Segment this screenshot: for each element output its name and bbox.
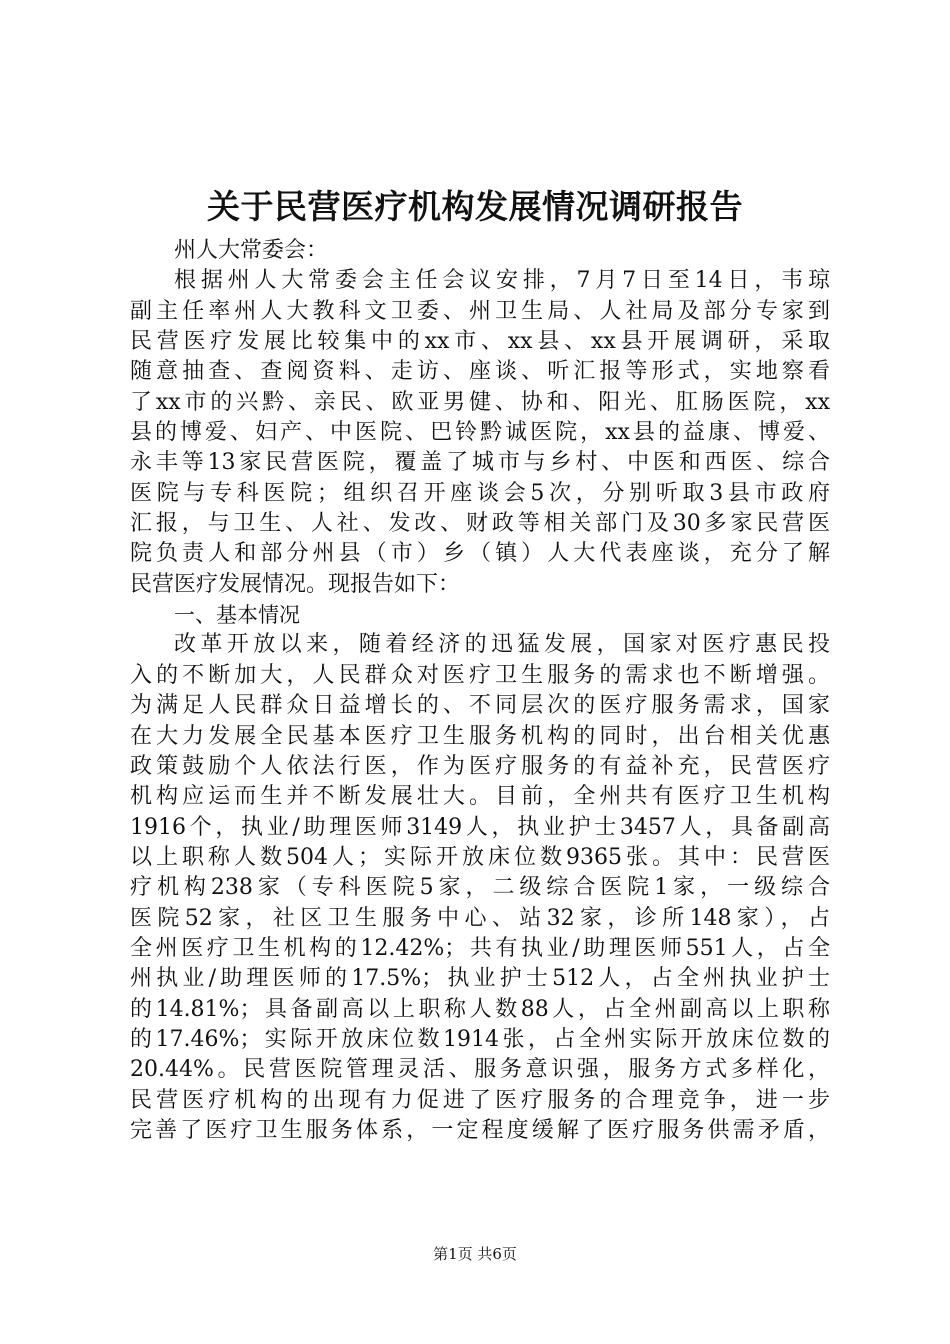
document-title: 关于民营医疗机构发展情况调研报告 [207,187,743,226]
paragraph-line: 机构应运而生并不断发展壮大。目前，全州共有医疗卫生机构 [130,784,830,810]
paragraph-line: 副主任率州人大教科文卫委、州卫生局、人社局及部分专家到 [130,298,830,324]
paragraph-line: 医院52家，社区卫生服务中心、站32家，诊所148家），占 [130,905,830,931]
paragraph-line: 的17.46%；实际开放床位数1914张，占全州实际开放床位数的 [130,1026,830,1052]
paragraph-line: 疗机构238家（专科医院5家，二级综合医院1家，一级综合 [130,875,830,901]
paragraph-line: 全州医疗卫生机构的12.42%；共有执业/助理医师551人，占全 [130,935,830,961]
paragraph-line: 入的不断加大，人民群众对医疗卫生服务的需求也不断增强。 [130,662,830,688]
paragraph-line: 民营医疗发展情况。现报告如下： [130,571,461,597]
paragraph-line: 在大力发展全民基本医疗卫生服务机构的同时，出台相关优惠 [130,723,830,749]
paragraph-line: 根据州人大常委会主任会议安排，7月7日至14日，韦琼 [174,268,830,294]
paragraph-line: 20.44%。民营医院管理灵活、服务意识强，服务方式多样化， [130,1057,830,1083]
paragraph-line: 为满足人民群众日益增长的、不同层次的医疗服务需求，国家 [130,693,830,719]
paragraph-line: 改革开放以来，随着经济的迅猛发展，国家对医疗惠民投 [174,632,830,658]
paragraph-line: 政策鼓励个人依法行医，作为医疗服务的有益补充，民营医疗 [130,753,830,779]
paragraph-line: 州执业/助理医师的17.5%；执业护士512人，占全州执业护士 [130,966,830,992]
document-body [130,236,830,1146]
page-number-footer: 第1页 共6页 [433,1245,517,1263]
paragraph-line: 了xx市的兴黔、亲民、欧亚男健、协和、阳光、肛肠医院，xx [130,389,830,415]
paragraph-line: 民营医疗发展比较集中的xx市、xx县、xx县开展调研，采取 [130,329,830,355]
salutation-line: 州人大常委会： [174,238,329,263]
paragraph-line: 随意抽查、查阅资料、走访、座谈、听汇报等形式，实地察看 [130,359,830,385]
paragraph-line: 医院与专科医院；组织召开座谈会5次，分别听取3县市政府 [130,480,830,506]
paragraph-line: 县的博爱、妇产、中医院、巴铃黔诚医院，xx县的益康、博爱、 [130,420,830,446]
paragraph-line: 的14.81%；具备副高以上职称人数88人，占全州副高以上职称 [130,996,830,1022]
paragraph-line: 院负责人和部分州县（市）乡（镇）人大代表座谈，充分了解 [130,541,830,567]
section-heading: 一、基本情况 [174,603,300,628]
paragraph-line: 永丰等13家民营医院，覆盖了城市与乡村、中医和西医、综合 [130,450,830,476]
paragraph-line: 以上职称人数504人；实际开放床位数9365张。其中：民营医 [130,844,830,870]
paragraph-line: 民营医疗机构的出现有力促进了医疗服务的合理竞争，进一步 [130,1087,830,1113]
paragraph-line: 1916个，执业/助理医师3149人，执业护士3457人，具备副高 [130,814,830,840]
paragraph-line: 完善了医疗卫生服务体系，一定程度缓解了医疗服务供需矛盾， [130,1117,830,1143]
paragraph-line: 汇报，与卫生、人社、发改、财政等相关部门及30多家民营医 [130,511,830,537]
